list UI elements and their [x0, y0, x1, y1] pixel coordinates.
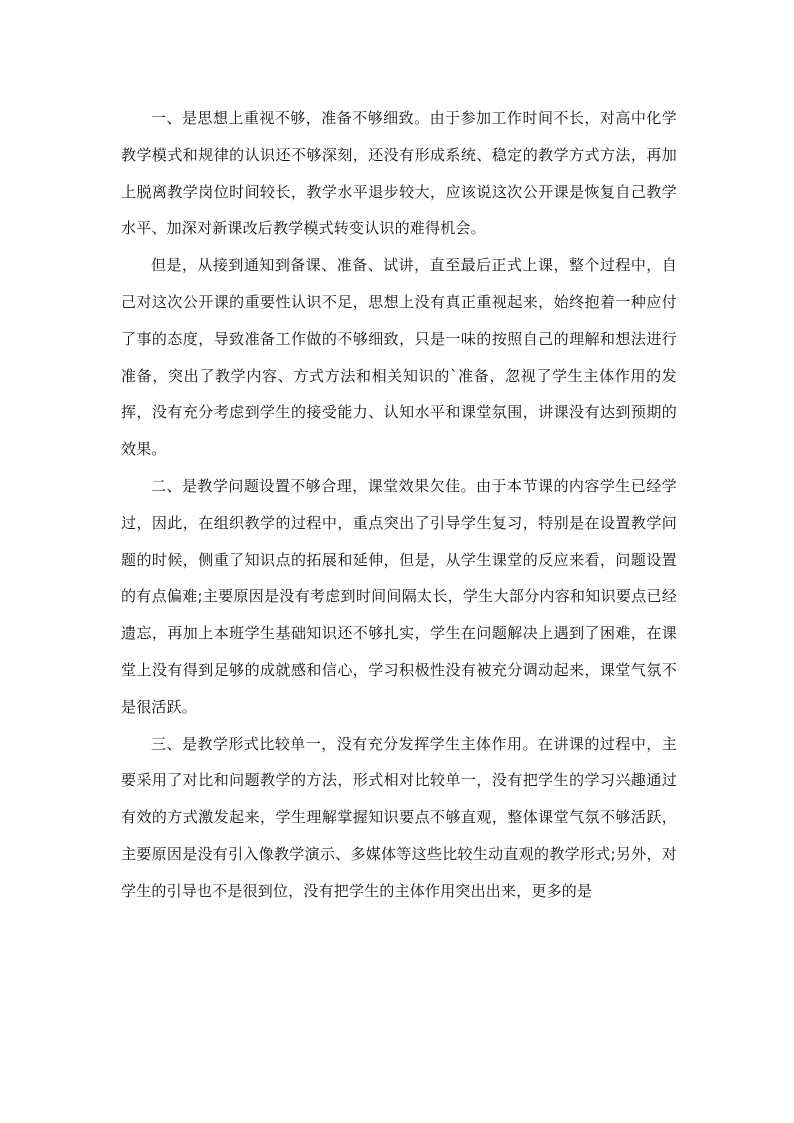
- paragraph-4: 三、是教学形式比较单一，没有充分发挥学生主体作用。在讲课的过程中，主要采用了对比和问题教学的方法，形式相对比较单一，没有把学生的学习兴趣通过有效的方式激发起来，学生理解掌握知识要点不够直观，整体课堂气氛不够活跃，主要原因是没有引入像教学演示、多媒体等这些比较生动直观的教学形式;另外，对学生的引导也不是很到位，没有把学生的主体作用突出出来，更多的是: [121, 734, 677, 900]
- paragraph-3: 二、是教学问题设置不够合理，课堂效果欠佳。由于本节课的内容学生已经学过，因此，在组织教学的过程中，重点突出了引导学生复习，特别是在设置教学问题的时候，侧重了知识点的拓展和延伸，但是，从学生课堂的反应来看，问题设置的有点偏难;主要原因是没有考虑到时间间隔太长，学生大部分内容和知识要点已经遗忘，再加上本班学生基础知识还不够扎实，学生在问题解决上遇到了困难，在课堂上没有得到足够的成就感和信心，学习积极性没有被充分调动起来，课堂气氛不是很活跃。: [121, 476, 677, 716]
- paragraph-2: 但是，从接到通知到备课、准备、试讲，直至最后正式上课，整个过程中，自己对这次公开课的重要性认识不足，思想上没有真正重视起来，始终抱着一种应付了事的态度，导致准备工作做的不够细致，只是一味的按照自己的理解和想法进行准备，突出了教学内容、方式方法和相关知识的`准备，忽视了学生主体作用的发挥，没有充分考虑到学生的接受能力、认知水平和课堂氛围，讲课没有达到预期的效果。: [121, 256, 677, 459]
- paragraph-1: 一、是思想上重视不够，准备不够细致。由于参加工作时间不长，对高中化学教学模式和规律的认识还不够深刻，还没有形成系统、稳定的教学方式方法，再加上脱离教学岗位时间较长，教学水平退步较大，应该说这次公开课是恢复自己教学水平、加深对新课改后教学模式转变认识的难得机会。: [121, 109, 677, 238]
- document-body: [121, 100, 677, 910]
